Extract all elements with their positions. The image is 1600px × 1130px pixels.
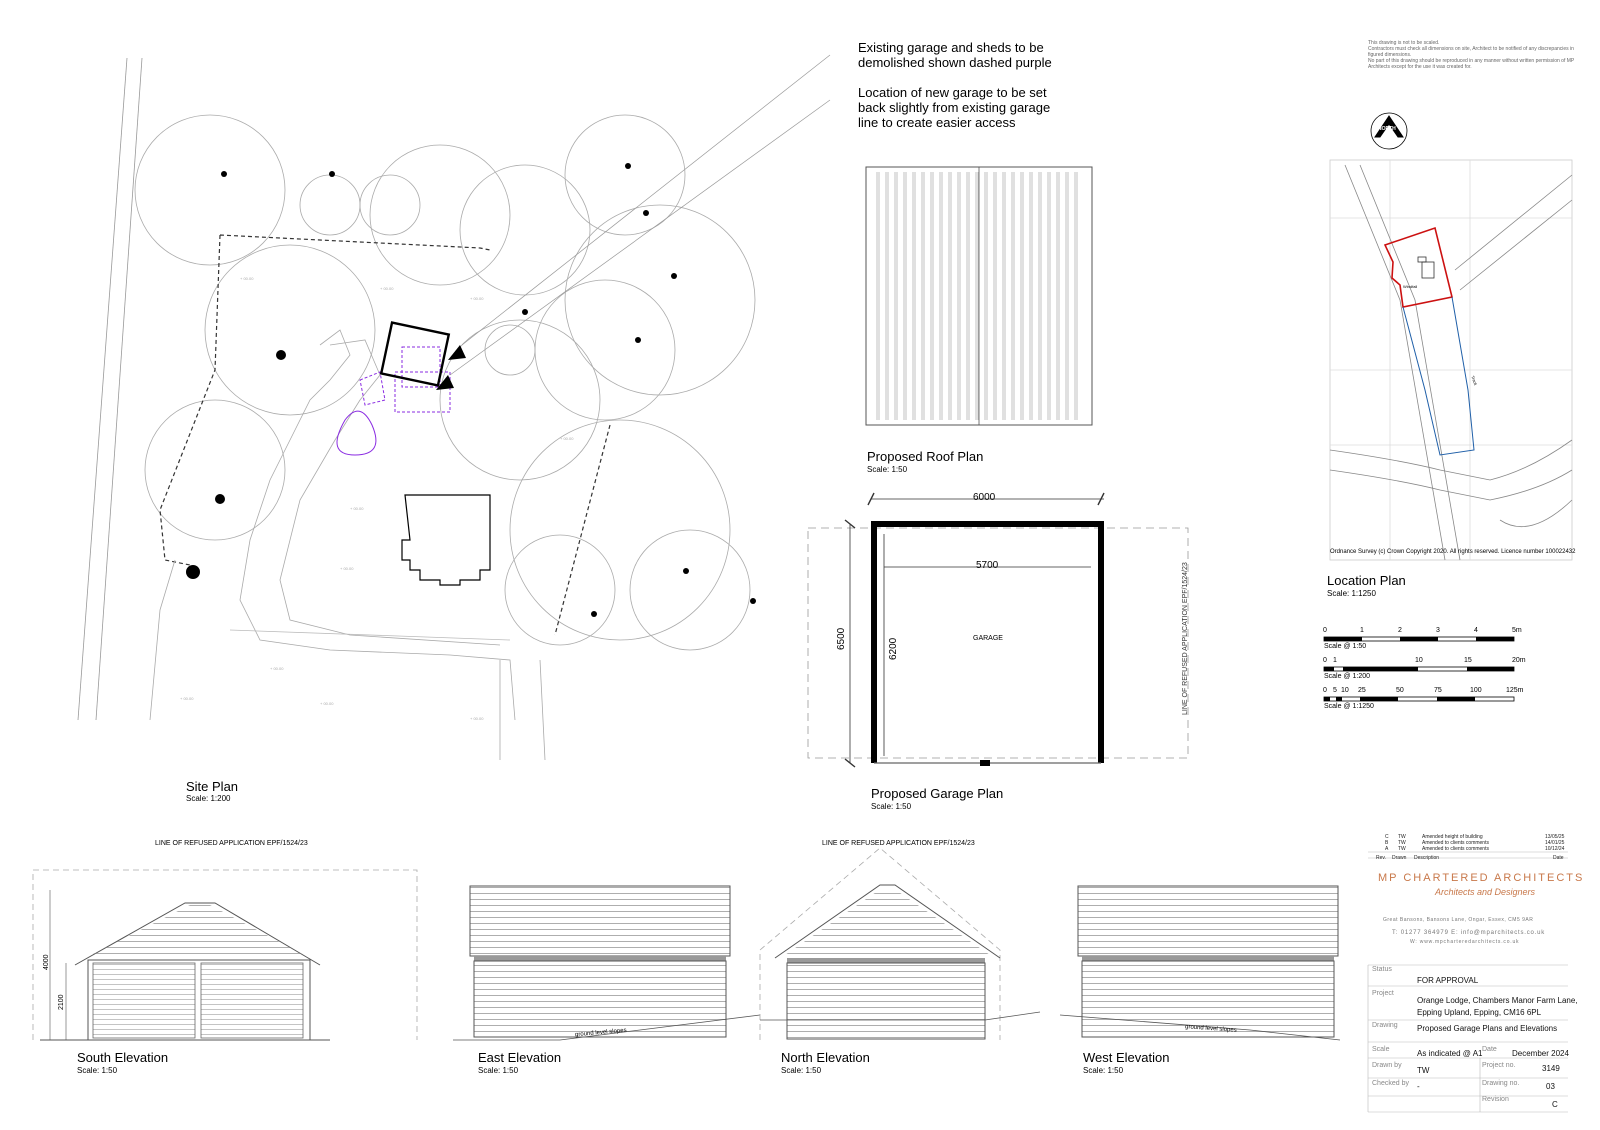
rev-date: 13/05/25 (1545, 834, 1565, 840)
scale-tick: 125m (1506, 687, 1524, 694)
site-boundary (555, 425, 610, 635)
site-plan-drawing (78, 55, 830, 760)
svg-text:+ 00.00: + 00.00 (350, 506, 364, 511)
east-elevation-title: East Elevation (478, 1050, 562, 1065)
drawing-value: Proposed Garage Plans and Elevations (1417, 1024, 1558, 1033)
status-value: FOR APPROVAL (1417, 976, 1479, 985)
site-red-line (1385, 228, 1452, 307)
west-ground-note: ground level slopes (1184, 1024, 1237, 1034)
revision-value: C (1552, 1100, 1558, 1109)
rev-description: Amended to clients comments (1422, 840, 1489, 846)
west-elevation-drawing (1060, 886, 1340, 1040)
project-line: Orange Lodge, Chambers Manor Farm Lane, (1417, 996, 1578, 1005)
east-ground-note: ground level slopes (574, 1027, 627, 1039)
project-no-value: 3149 (1542, 1064, 1560, 1073)
scale-tick: 15 (1464, 657, 1472, 664)
existing-house (402, 495, 490, 585)
drawn-by-value: TW (1417, 1066, 1430, 1075)
refused-line-label: LINE OF REFUSED APPLICATION EPF/1524/23 (1182, 562, 1189, 715)
spot-levels (180, 276, 574, 721)
dim-outer-depth: 6500 (836, 627, 847, 650)
svg-text:+ 00.00: + 00.00 (380, 286, 394, 291)
firm-name: MP CHARTERED ARCHITECTS (1378, 872, 1585, 884)
garage-plan-scale: Scale: 1:50 (871, 802, 912, 811)
checked-by-value: - (1417, 1082, 1420, 1091)
scale-tick: 10 (1341, 687, 1349, 694)
svg-text:+ 00.00: + 00.00 (180, 696, 194, 701)
roof-plan-drawing (866, 167, 1092, 425)
driveway (280, 340, 500, 645)
garage-plan-drawing (808, 493, 1188, 767)
scale-bar-1-200 (1324, 667, 1514, 671)
disclaimer-line: Contractors must check all dimensions on site, Architect to be notified of any discrepancies in figured dimensions. (1368, 46, 1574, 58)
door-stop (980, 760, 990, 766)
west-elevation-scale: Scale: 1:50 (1083, 1066, 1124, 1075)
date-label: Date (1482, 1046, 1497, 1053)
proposed-garage-site (381, 323, 449, 386)
rev-drawn: TW (1398, 840, 1406, 846)
scale-bar-label: Scale @ 1:200 (1324, 673, 1371, 680)
svg-text:+ 00.00: + 00.00 (320, 701, 334, 706)
roof-plan-scale: Scale: 1:50 (867, 465, 908, 474)
rev-letter: B (1385, 840, 1389, 846)
tree-trunks (186, 163, 756, 617)
rev-header-drawn: Drawn (1392, 855, 1407, 861)
location-note-line: Location of new garage to be set (858, 85, 1047, 100)
svg-text:+ 00.00: + 00.00 (560, 436, 574, 441)
north-elevation-scale: Scale: 1:50 (781, 1066, 822, 1075)
scale-value: As indicated @ A1 (1417, 1049, 1483, 1058)
south-elevation-title: South Elevation (77, 1050, 169, 1065)
project-line: Epping Upland, Epping, CM16 6PL (1417, 1008, 1542, 1017)
map-label-house: Windfall (1403, 284, 1418, 289)
rev-header-date: Date (1553, 855, 1564, 861)
dim-eaves: 2100 (58, 994, 65, 1010)
location-note (858, 85, 1088, 130)
map-label-track: Track (1470, 375, 1479, 386)
east-elevation-scale: Scale: 1:50 (478, 1066, 519, 1075)
dim-inner-width: 5700 (976, 560, 999, 571)
garage-room-label: GARAGE (973, 635, 1003, 642)
north-refused-line-label: LINE OF REFUSED APPLICATION EPF/1524/23 (822, 840, 975, 847)
scale-tick: 0 (1323, 627, 1327, 634)
scale-label: Scale (1372, 1046, 1390, 1053)
scale-tick: 1 (1360, 627, 1364, 634)
scale-tick: 1 (1333, 657, 1337, 664)
garage-plan-title: Proposed Garage Plan (871, 786, 1004, 801)
firm-web: W: www.mpcharteredarchitects.co.uk (1410, 939, 1520, 945)
scale-tick: 75 (1434, 687, 1442, 694)
arrow-icon (448, 345, 466, 360)
location-plan-title: Location Plan (1327, 573, 1406, 588)
firm-tagline: Architects and Designers (1435, 887, 1536, 897)
scale-tick: 20m (1512, 657, 1526, 664)
north-label: NORTH (1378, 126, 1396, 132)
west-elevation-title: West Elevation (1083, 1050, 1170, 1065)
location-plan-scale: Scale: 1:1250 (1327, 589, 1376, 598)
scale-bar-1-1250 (1324, 697, 1514, 701)
rev-drawn: TW (1398, 834, 1406, 840)
scale-tick: 5m (1512, 627, 1522, 634)
rev-description: Amended height of building (1422, 834, 1483, 840)
dim-height: 4000 (43, 954, 50, 970)
revision-label: Revision (1482, 1096, 1509, 1103)
map-copyright: Ordnance Survey (c) Crown Copyright 2020. All rights reserved. Licence number 100022432 (1330, 549, 1576, 555)
project-label: Project (1372, 990, 1394, 997)
driveway (240, 330, 515, 720)
roof-plan-title: Proposed Roof Plan (867, 449, 984, 464)
scale-bar-label: Scale @ 1:50 (1324, 643, 1367, 650)
project-no-label: Project no. (1482, 1062, 1516, 1069)
south-elevation-drawing (33, 870, 417, 1040)
disclaimer-line: This drawing is not to be scaled. (1368, 40, 1440, 46)
disclaimer-line: No part of this drawing should be reproduced in any manner without written permission of MP Architects except for the use it was created for. (1368, 58, 1575, 70)
dim-inner-depth: 6200 (888, 637, 899, 660)
rev-date: 14/01/25 (1545, 840, 1565, 846)
scale-tick: 0 (1323, 687, 1327, 694)
firm-address: Great Bansons, Bansons Lane, Ongar, Essex, CM5 9AR (1383, 917, 1534, 923)
scale-tick: 25 (1358, 687, 1366, 694)
rev-letter: C (1385, 834, 1389, 840)
disclaimer (1368, 40, 1578, 70)
scale-tick: 5 (1333, 687, 1337, 694)
svg-text:+ 00.00: + 00.00 (240, 276, 254, 281)
demolish-note: Existing garage and sheds to be demolished shown dashed purple (858, 40, 1052, 70)
ownership-blue-line (1403, 297, 1474, 455)
rev-drawn: TW (1398, 846, 1406, 852)
south-refused-line-label: LINE OF REFUSED APPLICATION EPF/1524/23 (155, 840, 308, 847)
drawing-no-value: 03 (1546, 1082, 1555, 1091)
scale-tick: 3 (1436, 627, 1440, 634)
drawing-label: Drawing (1372, 1022, 1398, 1029)
date-value: December 2024 (1512, 1049, 1569, 1058)
north-elevation-drawing (760, 848, 1040, 1040)
location-note-line: line to create easier access (858, 115, 1016, 130)
rev-header-description: Description (1414, 855, 1440, 861)
dim-outer-width: 6000 (973, 492, 996, 503)
scale-tick: 10 (1415, 657, 1423, 664)
north-elevation-title: North Elevation (781, 1050, 870, 1065)
drawing-no-label: Drawing no. (1482, 1080, 1520, 1087)
location-plan-drawing (1330, 160, 1572, 560)
scale-bar-label: Scale @ 1:1250 (1324, 703, 1374, 710)
site-plan-scale: Scale: 1:200 (186, 794, 231, 803)
rev-description: Amended to clients comments (1422, 846, 1489, 852)
scale-tick: 4 (1474, 627, 1478, 634)
site-plan-title: Site Plan (186, 779, 239, 794)
status-label: Status (1372, 966, 1392, 973)
east-elevation-drawing (453, 886, 760, 1040)
scale-tick: 100 (1470, 687, 1482, 694)
rev-date: 10/12/24 (1545, 846, 1565, 852)
south-elevation-scale: Scale: 1:50 (77, 1066, 118, 1075)
location-note-line: back slightly from existing garage (858, 100, 1051, 115)
rev-letter: A (1385, 846, 1389, 852)
svg-text:+ 00.00: + 00.00 (340, 566, 354, 571)
checked-by-label: Checked by (1372, 1080, 1409, 1087)
scale-bar-1-50 (1324, 637, 1514, 641)
svg-text:+ 00.00: + 00.00 (270, 666, 284, 671)
scale-tick: 50 (1396, 687, 1404, 694)
drawn-by-label: Drawn by (1372, 1062, 1402, 1069)
scale-tick: 2 (1398, 627, 1402, 634)
firm-phone: T: 01277 364979 E: info@mparchitects.co.uk (1392, 930, 1546, 936)
pond (337, 411, 376, 455)
svg-text:+ 00.00: + 00.00 (470, 716, 484, 721)
rev-header-rev: Rev. (1376, 855, 1386, 861)
scale-tick: 0 (1323, 657, 1327, 664)
svg-text:+ 00.00: + 00.00 (470, 296, 484, 301)
